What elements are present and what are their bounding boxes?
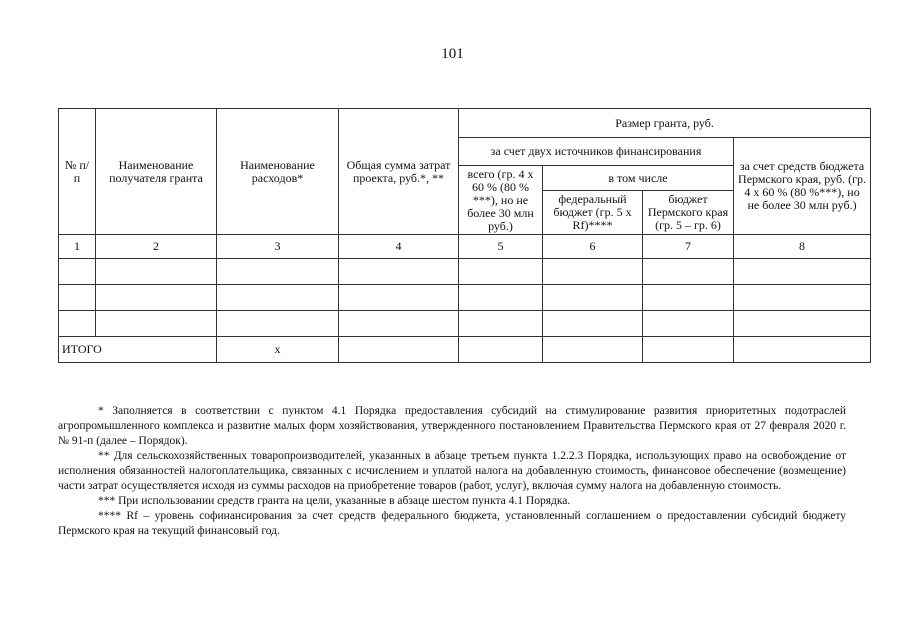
- column-number: 4: [339, 235, 459, 259]
- column-number: 6: [543, 235, 643, 259]
- column-number: 5: [459, 235, 543, 259]
- table-cell: [59, 259, 96, 285]
- table-cell: [459, 311, 543, 337]
- footnote-1: * Заполняется в соответствии с пунктом 4.1 Порядка предоставления субсидий на стимулирование развития приоритетных подотраслей агропромышленного комплекса и развитие малых форм хозяйствования, утвержденного постановлением Правительства Пермского края от 27 февраля 2020 г. № 91-п (далее – Порядок).: [58, 405, 846, 447]
- table-cell: [217, 259, 339, 285]
- total-label: ИТОГО: [59, 337, 217, 363]
- footnote-2: ** Для сельскохозяйственных товаропроизводителей, указанных в абзаце третьем пункта 1.2.2.3 Порядка, использующих право на освобождение от исполнения обязанностей налогоплательщика, связанных с исчислением и уплатой налога на добавленную стоимость, финансовое обеспечение (возмещение) части затрат осуществляется исходя из суммы расходов на приобретение товаров (работ, услуг), включая сумму налога на добавленную стоимость.: [58, 450, 846, 492]
- table-cell: [643, 285, 734, 311]
- table-cell: [96, 311, 217, 337]
- table-cell: [734, 285, 871, 311]
- column-number: 3: [217, 235, 339, 259]
- table-cell: [459, 337, 543, 363]
- table-cell: [459, 285, 543, 311]
- table-row: [59, 285, 871, 311]
- table-cell: [543, 337, 643, 363]
- page-number: 101: [441, 46, 464, 62]
- footnotes: [58, 404, 846, 539]
- table-cell: [96, 259, 217, 285]
- table-cell: [339, 311, 459, 337]
- header-two-sources: за счет двух источников финансирования: [459, 138, 734, 166]
- column-number-row: [59, 235, 871, 259]
- table-cell: [96, 285, 217, 311]
- table-cell: [217, 311, 339, 337]
- table-cell: [59, 311, 96, 337]
- header-total-two-sources: всего (гр. 4 х 60 % (80 % ***), но не более 30 млн руб.): [459, 166, 543, 235]
- grant-table: [58, 108, 871, 363]
- table-cell: [643, 337, 734, 363]
- header-grant-size: Размер гранта, руб.: [459, 109, 871, 138]
- header-regional: бюджет Пермского края (гр. 5 – гр. 6): [643, 191, 734, 235]
- header-federal: федеральный бюджет (гр. 5 х Rf)****: [543, 191, 643, 235]
- table-cell: [643, 311, 734, 337]
- table-cell: [643, 259, 734, 285]
- table-cell: [543, 259, 643, 285]
- table-row: [59, 311, 871, 337]
- header-total-cost: Общая сумма затрат проекта, руб.*, **: [339, 109, 459, 235]
- total-row: [59, 337, 871, 363]
- header-recipient: Наименование получателя гранта: [96, 109, 217, 235]
- table-cell: [339, 337, 459, 363]
- header-expenses: Наименование расходов*: [217, 109, 339, 235]
- table-cell: [734, 311, 871, 337]
- header-including: в том числе: [543, 166, 734, 191]
- column-number: 7: [643, 235, 734, 259]
- column-number: 8: [734, 235, 871, 259]
- table-cell: [459, 259, 543, 285]
- table-row: [59, 259, 871, 285]
- table-cell: [734, 259, 871, 285]
- header-num: № п/п: [59, 109, 96, 235]
- table-cell: [339, 285, 459, 311]
- column-number: 1: [59, 235, 96, 259]
- header-regional-only: за счет средств бюджета Пермского края, руб. (гр. 4 х 60 % (80 %***), но не более 30 млн руб.): [734, 138, 871, 235]
- table-cell: [543, 285, 643, 311]
- table-cell: [217, 285, 339, 311]
- footnote-4: **** Rf – уровень софинансирования за счет средств федерального бюджета, установленный соглашением о предоставлении субсидий бюджету Пермского края на текущий финансовый год.: [58, 510, 846, 537]
- table-cell: [734, 337, 871, 363]
- table-cell: [339, 259, 459, 285]
- total-expenses-mark: х: [217, 337, 339, 363]
- footnote-3: *** При использовании средств гранта на цели, указанные в абзаце шестом пункта 4.1 Порядка.: [98, 495, 571, 507]
- table-cell: [543, 311, 643, 337]
- table-cell: [59, 285, 96, 311]
- column-number: 2: [96, 235, 217, 259]
